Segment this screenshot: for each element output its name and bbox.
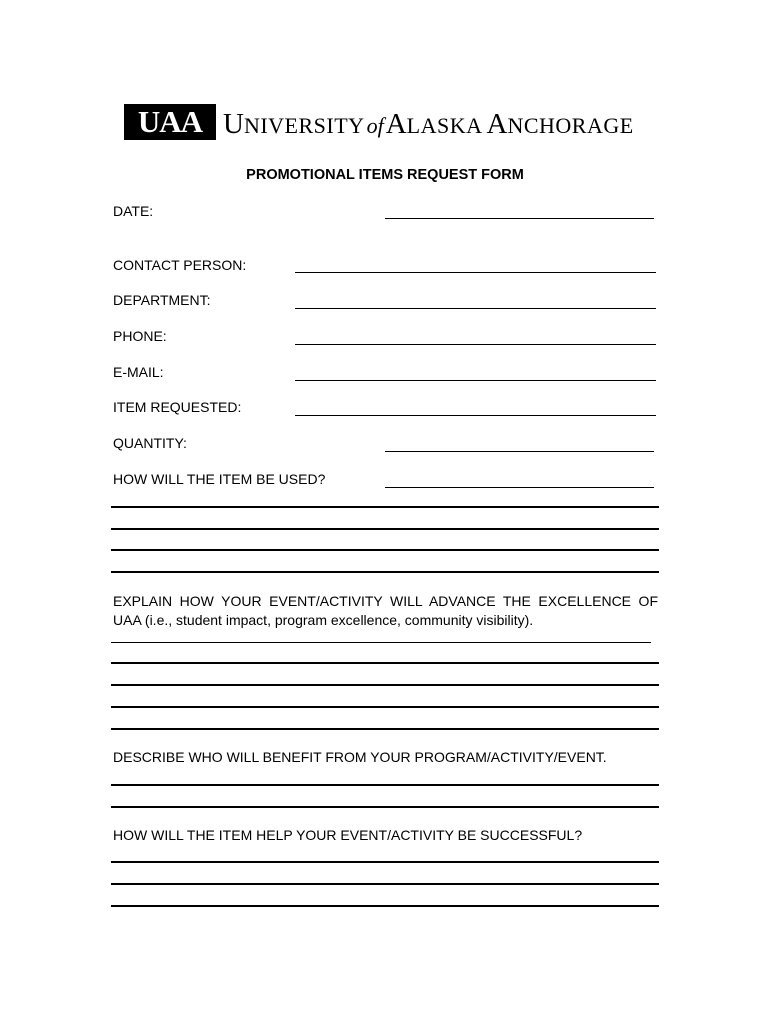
phone-field[interactable] (295, 344, 656, 345)
benefit-question: DESCRIBE WHO WILL BENEFIT FROM YOUR PROGRAM/ACTIVITY/EVENT. (113, 749, 607, 765)
uaa-logo-mark: UAA (124, 104, 216, 140)
contact-person-label: CONTACT PERSON: (113, 257, 247, 273)
excellence-question: EXPLAIN HOW YOUR EVENT/ACTIVITY WILL ADVANCE THE EXCELLENCE OF UAA (i.e., student impact, program excellence, community visibility). (113, 593, 658, 628)
date-field[interactable] (385, 218, 654, 219)
form-title: PROMOTIONAL ITEMS REQUEST FORM (246, 167, 524, 183)
department-field[interactable] (295, 308, 656, 309)
how-used-answer-line[interactable] (111, 528, 659, 530)
how-used-answer-line[interactable] (111, 549, 659, 551)
quantity-label: QUANTITY: (113, 435, 187, 451)
how-used-label: HOW WILL THE ITEM BE USED? (113, 471, 326, 487)
date-label: DATE: (113, 203, 154, 219)
item-requested-label: ITEM REQUESTED: (113, 399, 242, 415)
department-label: DEPARTMENT: (113, 292, 211, 308)
email-label: E-MAIL: (113, 364, 164, 380)
university-name-logo: UNIVERSITYofALASKA ANCHORAGE (223, 108, 634, 140)
phone-label: PHONE: (113, 328, 167, 344)
success-answer-line[interactable] (111, 883, 659, 885)
success-answer-line[interactable] (111, 861, 659, 863)
quantity-field[interactable] (385, 451, 654, 452)
email-field[interactable] (295, 380, 656, 381)
success-answer-line[interactable] (111, 905, 659, 907)
excellence-answer-line[interactable] (111, 728, 659, 730)
how-used-answer-line[interactable] (111, 506, 659, 508)
item-requested-field[interactable] (295, 415, 656, 416)
contact-person-field[interactable] (295, 272, 656, 273)
how-used-field[interactable] (385, 487, 654, 488)
success-question: HOW WILL THE ITEM HELP YOUR EVENT/ACTIVITY BE SUCCESSFUL? (113, 827, 583, 843)
excellence-answer-line[interactable] (111, 662, 659, 664)
benefit-answer-line[interactable] (111, 784, 659, 786)
benefit-answer-line[interactable] (111, 806, 659, 808)
excellence-answer-line[interactable] (111, 642, 651, 643)
excellence-answer-line[interactable] (111, 684, 659, 686)
how-used-answer-line[interactable] (111, 571, 659, 573)
excellence-answer-line[interactable] (111, 706, 659, 708)
